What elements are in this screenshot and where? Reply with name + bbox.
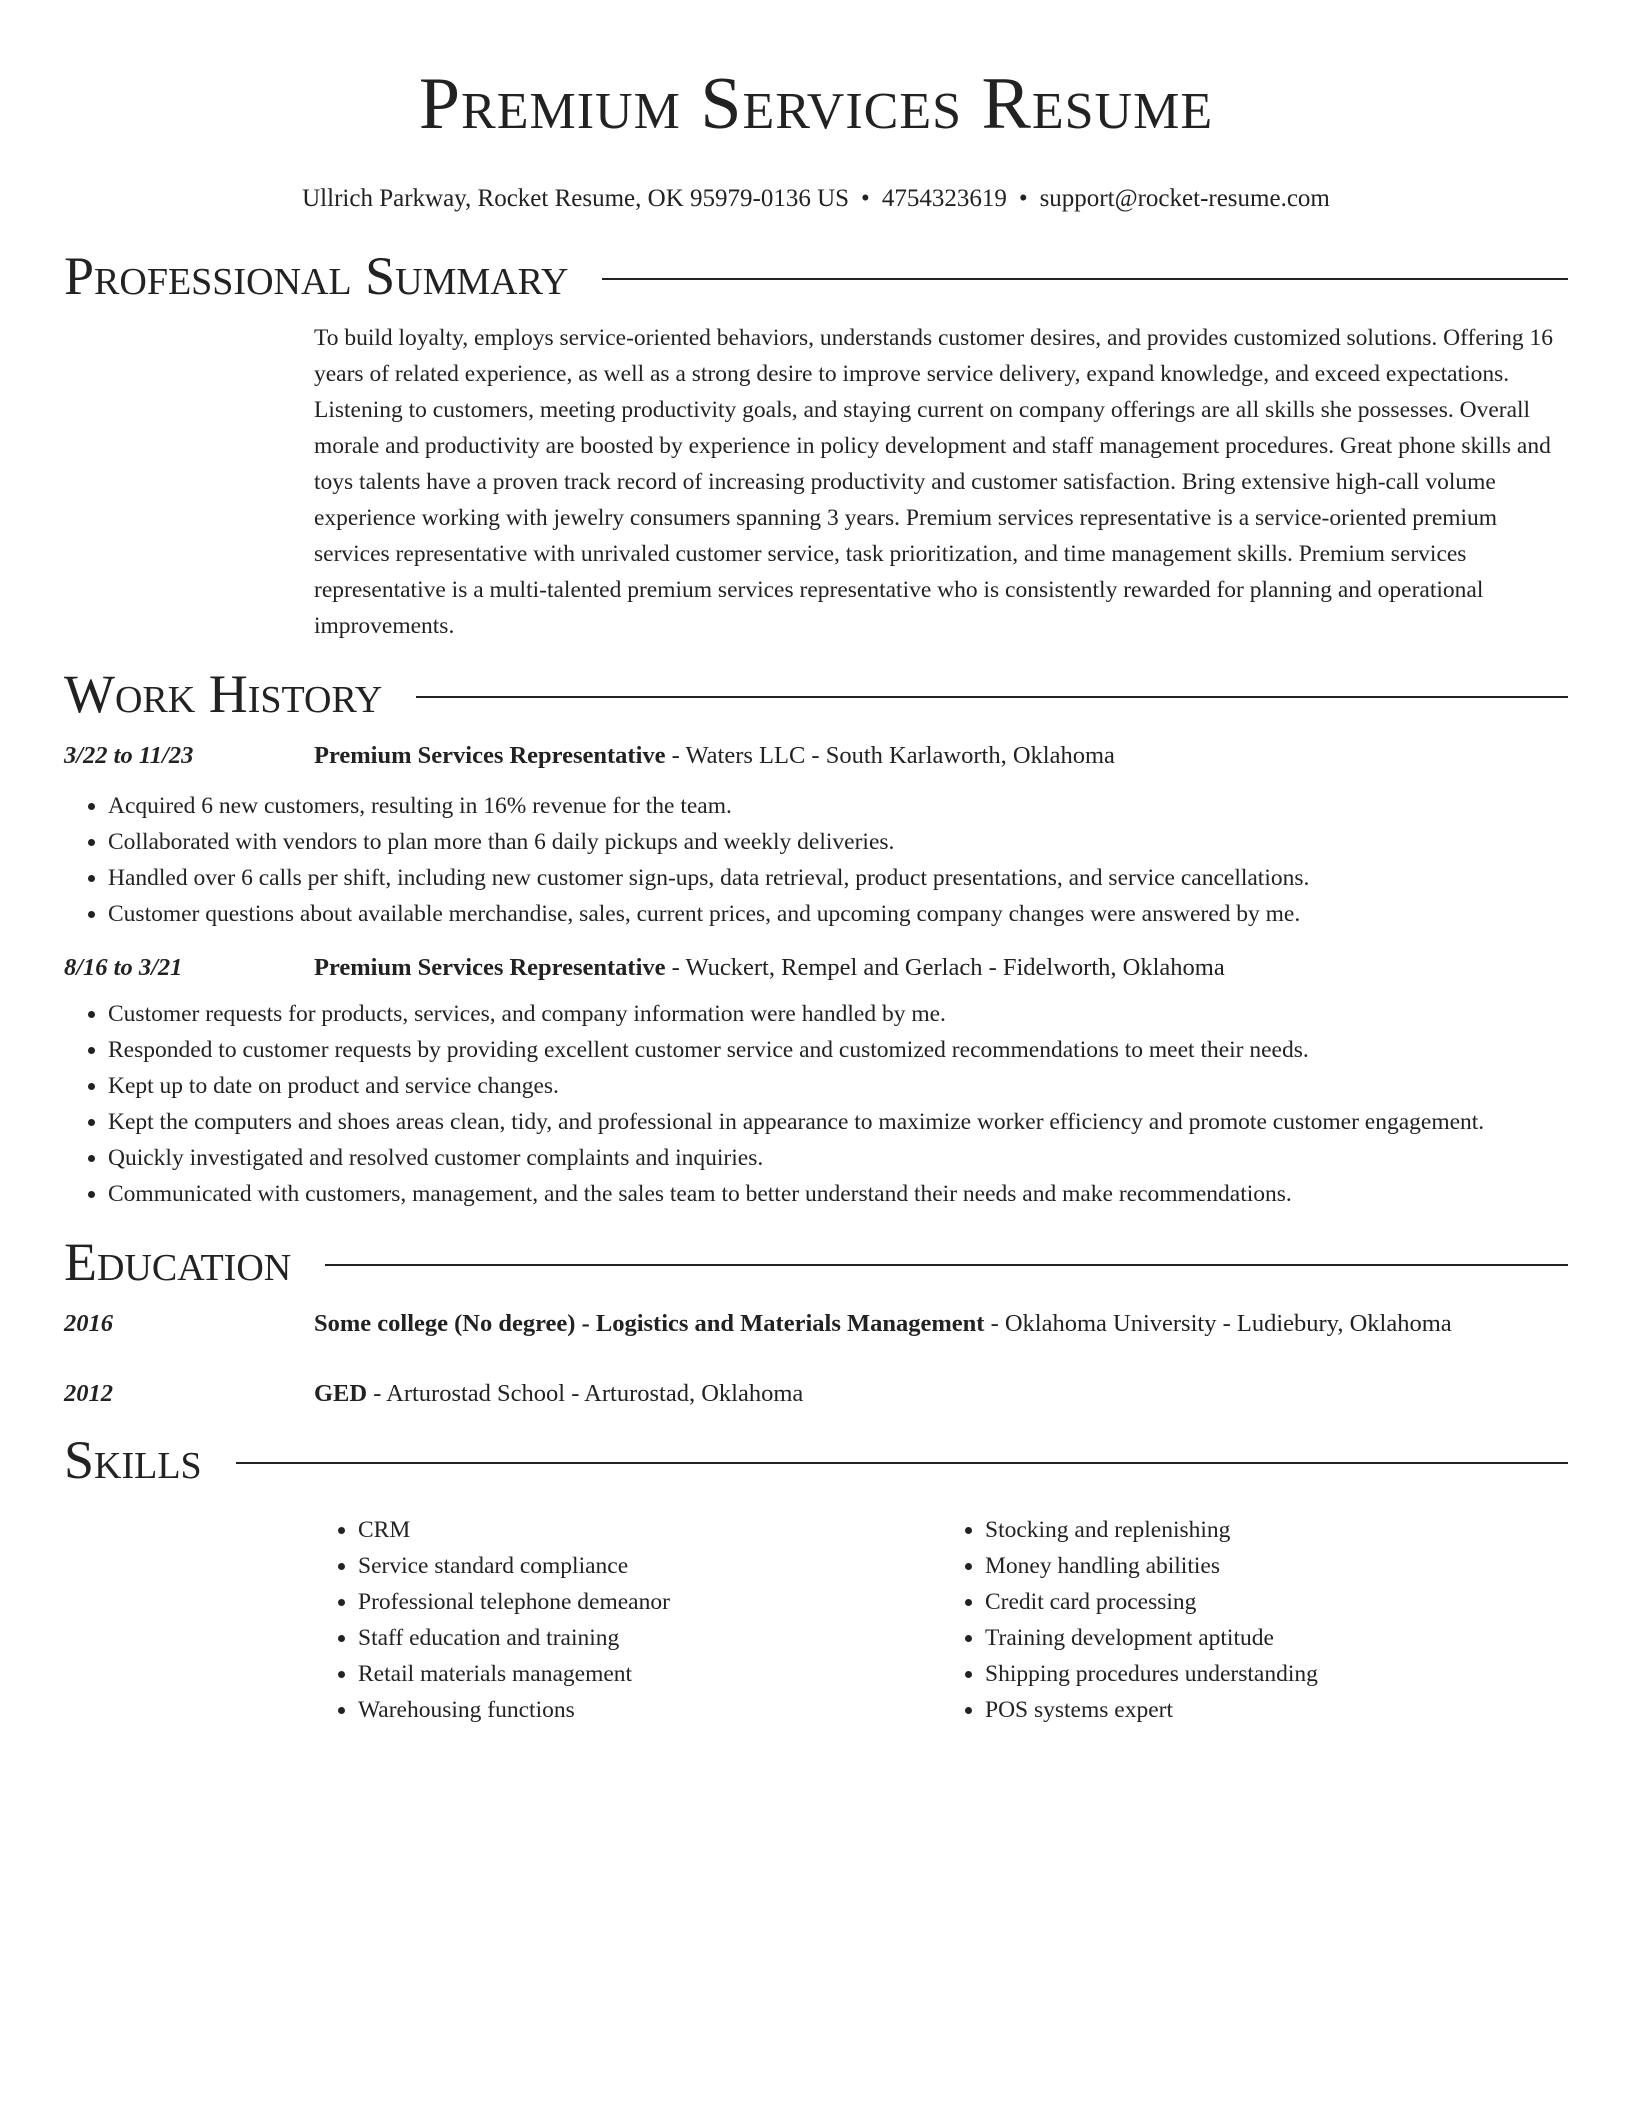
education-school: - Oklahoma University - Ludiebury, Oklahoma <box>984 1310 1452 1337</box>
education-degree: GED <box>314 1380 368 1407</box>
job-entry <box>64 952 1568 1212</box>
job-header <box>64 952 1568 984</box>
job-entry <box>64 740 1568 932</box>
list-item: • Communicated with customers, management, and the sales team to better understand their needs and make recommendations. <box>108 1176 1568 1212</box>
section-divider <box>416 696 1568 698</box>
section-title: Skills <box>64 1430 202 1490</box>
job-company: - Wuckert, Rempel and Gerlach - Fidelworth, Oklahoma <box>665 954 1225 981</box>
job-role: Premium Services Representative <box>314 742 666 769</box>
skill-item: • Stocking and replenishing <box>985 1512 1568 1548</box>
education-year: 2012 <box>64 1380 113 1407</box>
skill-item: • Money handling abilities <box>985 1548 1568 1584</box>
list-item: • Kept the computers and shoes areas clean, tidy, and professional in appearance to maximize worker efficiency and promote customer engagement. <box>108 1104 1568 1140</box>
section-divider <box>602 278 1568 280</box>
list-item: • Customer requests for products, services, and company information were handled by me. <box>108 996 1568 1032</box>
skills-column-right <box>941 1512 1568 1728</box>
skill-item: • Service standard compliance <box>358 1548 941 1584</box>
education-line <box>314 1378 1568 1410</box>
section-title: Professional Summary <box>64 246 569 306</box>
job-bullets <box>64 788 1568 932</box>
job-bullets <box>64 996 1568 1212</box>
job-title-line <box>314 740 1568 772</box>
skill-item: • CRM <box>358 1512 941 1548</box>
list-item: • Kept up to date on product and service changes. <box>108 1068 1568 1104</box>
skill-item: • Shipping procedures understanding <box>985 1656 1568 1692</box>
job-dates: 3/22 to 11/23 <box>64 742 194 769</box>
education-entry <box>64 1308 1568 1340</box>
skill-item: • Retail materials management <box>358 1656 941 1692</box>
summary-text: To build loyalty, employs service-oriented behaviors, understands customer desires, and provides customized solutions. Offering 16 years of related experience, as well as a strong desire to improve service delivery, expand knowledge, and exceed expectations. Listening to customers, meeting productivity goals, and staying current on company offerings are all skills she possesses. Overall morale and productivity are boosted by experience in policy development and staff management procedures. Great phone skills and toys talents have a proven track record of increasing productivity and customer satisfaction. Bring extensive high-call volume experience working with jewelry consumers spanning 3 years. Premium services representative is a service-oriented premium services representative with unrivaled customer service, task prioritization, and time management skills. Premium services representative is a multi-talented premium services representative who is consistently rewarded for planning and operational improvements. <box>314 325 1554 639</box>
contact-address: Ullrich Parkway, Rocket Resume, OK 95979-0136 US <box>302 185 850 212</box>
skill-item: • Credit card processing <box>985 1584 1568 1620</box>
job-header <box>64 740 1568 772</box>
contact-phone: 4754323619 <box>881 185 1007 212</box>
list-item: • Quickly investigated and resolved customer complaints and inquiries. <box>108 1140 1568 1176</box>
education-school: - Arturostad School - Arturostad, Oklahoma <box>367 1380 804 1407</box>
section-title: Work History <box>64 664 383 724</box>
job-role: Premium Services Representative <box>314 954 666 981</box>
skill-item: • Training development aptitude <box>985 1620 1568 1656</box>
skill-item: • Staff education and training <box>358 1620 941 1656</box>
education-section-header <box>64 1230 1568 1294</box>
job-title-line <box>314 952 1568 984</box>
education-entry <box>64 1378 1568 1410</box>
section-divider <box>236 1462 1568 1464</box>
list-item: • Responded to customer requests by providing excellent customer service and customized recommendations to meet their needs. <box>108 1032 1568 1068</box>
contact-separator: • <box>1018 185 1028 212</box>
resume-title: Premium Services Resume <box>418 63 1214 145</box>
list-item: • Acquired 6 new customers, resulting in 16% revenue for the team. <box>108 788 1568 824</box>
contact-email: support@rocket-resume.com <box>1039 185 1330 212</box>
work-section-header <box>64 662 1568 726</box>
resume-page <box>64 0 1568 1728</box>
job-dates: 8/16 to 3/21 <box>64 954 183 981</box>
education-year: 2016 <box>64 1310 113 1337</box>
education-degree: Some college (No degree) - Logistics and Materials Management <box>314 1310 985 1337</box>
contact-separator: • <box>861 185 870 212</box>
summary-section-header <box>64 244 1568 308</box>
skills-section-header <box>64 1428 1568 1492</box>
list-item: • Handled over 6 calls per shift, including new customer sign-ups, data retrieval, product presentations, and service cancellations. <box>108 860 1568 896</box>
skill-item: • POS systems expert <box>985 1692 1568 1728</box>
contact-line <box>64 182 1568 216</box>
skills-column-left <box>314 1512 941 1728</box>
section-divider <box>325 1264 1568 1266</box>
list-item: • Collaborated with vendors to plan more than 6 daily pickups and weekly deliveries. <box>108 824 1568 860</box>
skills-list <box>314 1512 1568 1728</box>
list-item: • Customer questions about available merchandise, sales, current prices, and upcoming company changes were answered by me. <box>108 896 1568 932</box>
skill-item: • Professional telephone demeanor <box>358 1584 941 1620</box>
job-company: - Waters LLC - South Karlaworth, Oklahoma <box>665 742 1115 769</box>
section-title: Education <box>64 1232 292 1292</box>
skill-item: • Warehousing functions <box>358 1692 941 1728</box>
education-line <box>314 1308 1568 1340</box>
